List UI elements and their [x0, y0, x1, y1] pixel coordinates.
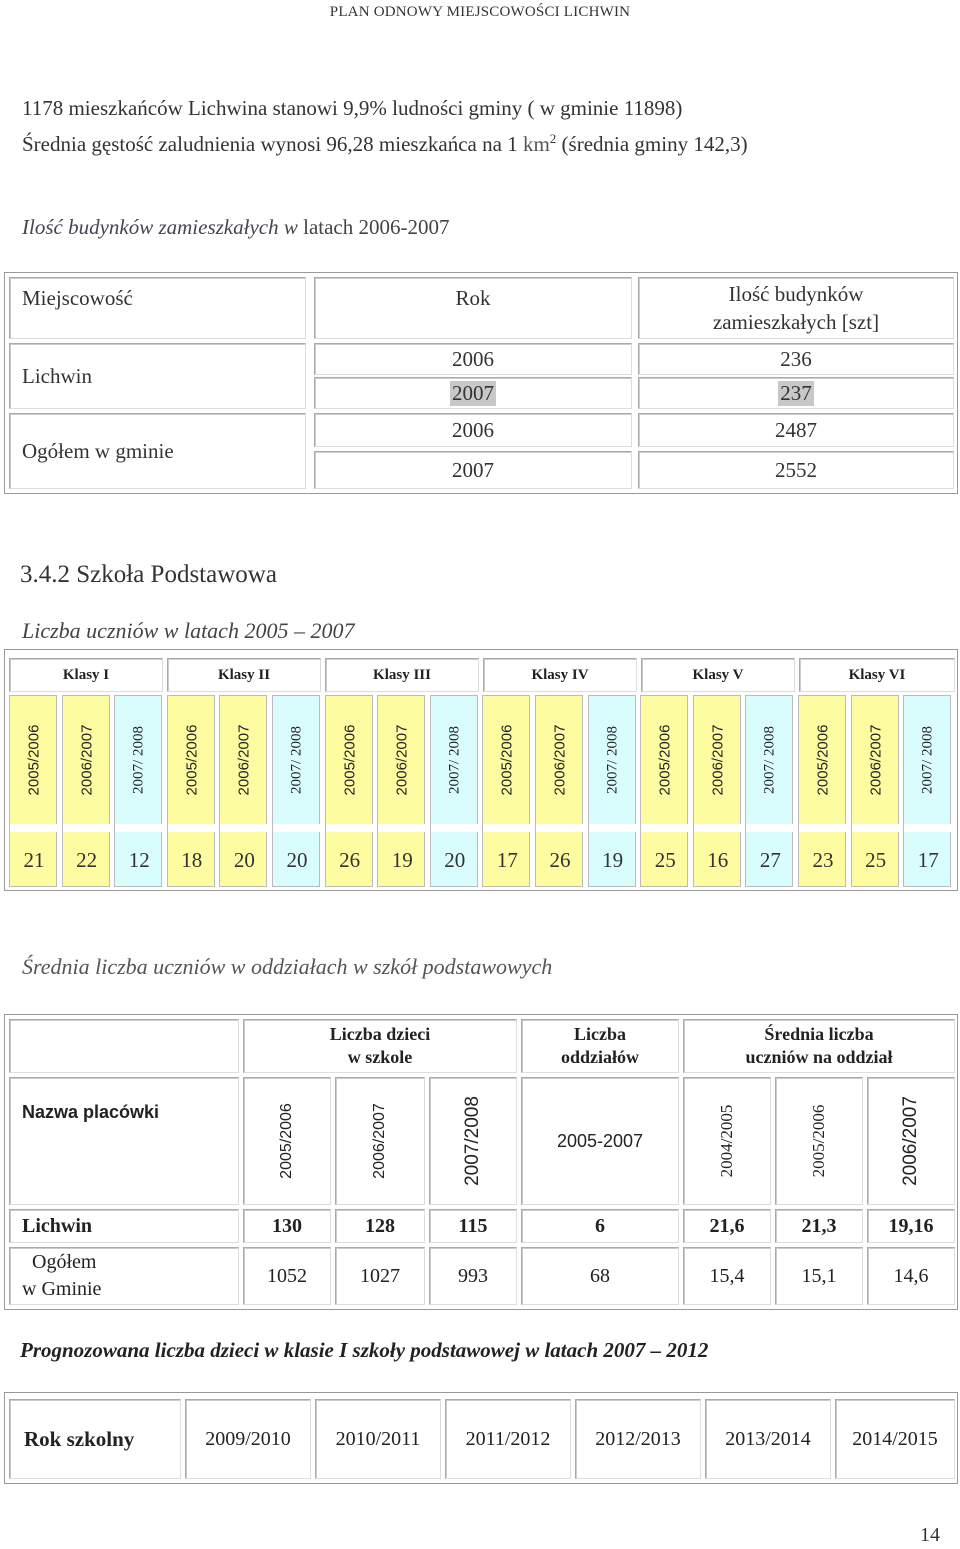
column-divider: [10, 824, 58, 832]
students-year-header: [589, 696, 637, 824]
students-year-label: 2005/2006: [183, 724, 201, 796]
header-oddzialow-2: oddziałów: [560, 1047, 639, 1067]
klasy-header: Klasy II: [167, 658, 321, 692]
students-count: 23: [812, 847, 834, 872]
header-liczba-dzieci-1: Liczba dzieci: [329, 1024, 431, 1044]
column-divider: [115, 824, 163, 832]
students-column: [219, 695, 267, 887]
table-cell: 14,6: [867, 1247, 955, 1305]
column-divider: [326, 824, 374, 832]
students-year-header: [799, 696, 847, 824]
year-header: [429, 1077, 517, 1205]
forecast-year: 2009/2010: [185, 1399, 311, 1479]
students-count: 20: [233, 847, 255, 872]
students-year-label: 2005/2006: [25, 724, 43, 796]
students-count: 22: [76, 847, 98, 872]
year-header: [335, 1077, 425, 1205]
header-rok: Rok: [314, 277, 632, 339]
rok-szkolny-label: Rok szkolny: [9, 1399, 181, 1479]
year-header: [243, 1077, 331, 1205]
column-divider: [168, 824, 216, 832]
header-nazwa-placowki: Nazwa placówki: [9, 1077, 239, 1205]
header-liczba-oddzialow: [521, 1019, 679, 1073]
students-year-label: 2006/2007: [867, 724, 885, 796]
students-count: 27: [759, 847, 781, 872]
place-ogolem: Ogółem w gminie: [9, 413, 306, 489]
students-year-label: 2007/ 2008: [130, 726, 147, 794]
column-divider: [694, 824, 742, 832]
students-count: 26: [549, 847, 571, 872]
students-count: 20: [444, 847, 466, 872]
students-year-header: [220, 696, 268, 824]
students-column: [851, 695, 899, 887]
count-cell: 2552: [638, 451, 954, 489]
header-ilosc-line2: zamieszkałych [szt]: [712, 310, 880, 334]
students-column: [272, 695, 320, 887]
forecast-year: 2010/2011: [315, 1399, 441, 1479]
header-liczba-dzieci: [243, 1019, 517, 1073]
students-year-header: [168, 696, 216, 824]
students-count: 25: [654, 847, 676, 872]
students-count: 26: [339, 847, 361, 872]
students-year-label: 2007/ 2008: [761, 726, 778, 794]
year-cell: 2006: [314, 343, 632, 375]
students-table: [4, 649, 958, 891]
table-cell: 6: [521, 1209, 679, 1243]
column-divider: [536, 824, 584, 832]
students-year-header: [63, 696, 111, 824]
header-ilosc-line1: Ilość budynków: [728, 282, 864, 306]
students-column: [325, 695, 373, 887]
students-count: 18: [181, 847, 203, 872]
forecast-title: Prognozowana liczba dzieci w klasie I szkoły podstawowej w latach 2007 – 2012: [20, 1338, 709, 1362]
students-count: 12: [128, 847, 150, 872]
table-cell: 15,1: [775, 1247, 863, 1305]
table-cell: 115: [429, 1209, 517, 1243]
year-cell: 2007: [314, 451, 632, 489]
page-number: 14: [920, 1524, 940, 1546]
students-year-header: [904, 696, 952, 824]
table-cell: 128: [335, 1209, 425, 1243]
header-ilosc: [638, 277, 954, 339]
students-column: [482, 695, 530, 887]
column-divider: [273, 824, 321, 832]
column-divider: [746, 824, 794, 832]
students-year-label: 2006/2007: [709, 724, 727, 796]
students-year-label: 2006/2007: [78, 724, 96, 796]
klasy-header: Klasy VI: [799, 658, 955, 692]
count-cell: [638, 377, 954, 409]
table-cell: 15,4: [683, 1247, 771, 1305]
empty-header-cell: [9, 1019, 239, 1073]
row-label-line2: w Gminie: [22, 1278, 102, 1300]
unit-km: km: [522, 132, 550, 156]
count-cell: 236: [638, 343, 954, 375]
year-header-oddzialy: 2005-2007: [521, 1077, 679, 1205]
students-year-label: 2007/ 2008: [446, 726, 463, 794]
students-year-label: 2005/2006: [341, 724, 359, 796]
students-year-header: [326, 696, 374, 824]
students-count: 25: [865, 847, 887, 872]
students-year-header: [483, 696, 531, 824]
students-column: [798, 695, 846, 887]
header-liczba-dzieci-2: w szkole: [347, 1047, 413, 1067]
buildings-title-w: w: [278, 215, 304, 239]
column-divider: [378, 824, 426, 832]
students-count: 21: [23, 847, 45, 872]
students-year-header: [641, 696, 689, 824]
table-cell: 1027: [335, 1247, 425, 1305]
students-column: [745, 695, 793, 887]
table-cell: 130: [243, 1209, 331, 1243]
section-title: 3.4.2 Szkoła Podstawowa: [20, 561, 277, 588]
students-title: Liczba uczniów w latach 2005 – 2007: [22, 618, 355, 643]
students-year-label: 2007/ 2008: [919, 726, 936, 794]
year-header: [775, 1077, 863, 1205]
header-miejscowosc: Miejscowość: [9, 277, 306, 339]
students-year-label: 2007/ 2008: [604, 726, 621, 794]
column-divider: [589, 824, 637, 832]
students-column: [167, 695, 215, 887]
row-label: Lichwin: [9, 1209, 239, 1243]
average-table: [4, 1014, 958, 1310]
column-divider: [799, 824, 847, 832]
students-year-label: 2007/ 2008: [288, 726, 305, 794]
unit-superscript: 2: [549, 131, 557, 146]
column-divider: [220, 824, 268, 832]
students-year-header: [10, 696, 58, 824]
buildings-title-rest: latach 2006-2007: [303, 215, 450, 239]
header-srednia-2: uczniów na oddział: [745, 1047, 893, 1067]
average-title: Średnia liczba uczniów w oddziałach w szkół podstawowych: [22, 954, 553, 979]
klasy-header: Klasy V: [641, 658, 795, 692]
students-year-header: [536, 696, 584, 824]
students-year-header: [852, 696, 900, 824]
buildings-table: [4, 272, 958, 494]
table-cell: 1052: [243, 1247, 331, 1305]
place-lichwin: Lichwin: [9, 343, 306, 409]
year-label: 2007/2008: [462, 1096, 483, 1186]
table-cell: 19,16: [867, 1209, 955, 1243]
forecast-year: 2014/2015: [835, 1399, 955, 1479]
students-column: [535, 695, 583, 887]
students-year-header: [115, 696, 163, 824]
column-divider: [483, 824, 531, 832]
students-year-header: [694, 696, 742, 824]
students-year-label: 2006/2007: [235, 724, 253, 796]
students-column: [377, 695, 425, 887]
year-label: 2005/2006: [809, 1104, 828, 1178]
forecast-table: [4, 1392, 958, 1484]
students-year-label: 2005/2006: [814, 724, 832, 796]
forecast-year: 2013/2014: [705, 1399, 831, 1479]
column-divider: [431, 824, 479, 832]
header-srednia: [683, 1019, 955, 1073]
students-column: [114, 695, 162, 887]
table-cell: 21,3: [775, 1209, 863, 1243]
year-label: 2005/2006: [278, 1103, 295, 1179]
row-label-line1: Ogółem: [32, 1251, 97, 1273]
intro-line-2-text: Średnia gęstość zaludnienia wynosi 96,28 mieszkańca na 1: [22, 132, 523, 156]
students-year-label: 2005/2006: [498, 724, 516, 796]
students-year-label: 2005/2006: [656, 724, 674, 796]
year-label: 2006/2007: [900, 1096, 921, 1186]
page-header: PLAN ODNOWY MIEJSCOWOŚCI LICHWIN: [329, 4, 631, 20]
buildings-title: [22, 215, 450, 240]
students-count: 17: [917, 847, 939, 872]
klasy-header: Klasy IV: [483, 658, 637, 692]
forecast-year: 2011/2012: [445, 1399, 571, 1479]
year-cell: [314, 377, 632, 409]
students-count: 19: [602, 847, 624, 872]
students-column: [693, 695, 741, 887]
column-divider: [63, 824, 111, 832]
students-column: [640, 695, 688, 887]
forecast-year: 2012/2013: [575, 1399, 701, 1479]
column-divider: [641, 824, 689, 832]
table-cell: 68: [521, 1247, 679, 1305]
students-year-label: 2006/2007: [393, 724, 411, 796]
intro-line-2: [22, 131, 748, 157]
buildings-title-italic: Ilość budynków zamieszkałych: [22, 215, 279, 239]
column-divider: [904, 824, 952, 832]
students-count: 20: [286, 847, 308, 872]
students-count: 17: [496, 847, 518, 872]
column-divider: [852, 824, 900, 832]
year-label: 2006/2007: [371, 1103, 388, 1179]
students-count: 16: [707, 847, 729, 872]
students-column: [588, 695, 636, 887]
students-count: 19: [391, 847, 413, 872]
year-header: [867, 1077, 955, 1205]
table-cell: 993: [429, 1247, 517, 1305]
intro-line-2-tail: (średnia gminy 142,3): [556, 132, 748, 156]
table-cell: 21,6: [683, 1209, 771, 1243]
year-header: [683, 1077, 771, 1205]
year-label: 2004/2005: [717, 1104, 736, 1178]
students-column: [430, 695, 478, 887]
students-year-header: [431, 696, 479, 824]
count-cell: 2487: [638, 413, 954, 447]
intro-line-1: 1178 mieszkańców Lichwina stanowi 9,9% ludności gminy ( w gminie 11898): [22, 96, 683, 120]
students-year-header: [746, 696, 794, 824]
students-column: [9, 695, 57, 887]
year-highlight: 2007: [452, 380, 494, 405]
students-year-label: 2006/2007: [551, 724, 569, 796]
row-label-ogolem: [9, 1247, 239, 1305]
students-year-header: [273, 696, 321, 824]
students-year-header: [378, 696, 426, 824]
count-highlight: 237: [780, 380, 812, 405]
students-column: [62, 695, 110, 887]
header-oddzialow-1: Liczba: [574, 1024, 626, 1044]
year-cell: 2006: [314, 413, 632, 447]
header-srednia-1: Średnia liczba: [764, 1024, 874, 1044]
students-column: [903, 695, 951, 887]
klasy-header: Klasy I: [9, 658, 163, 692]
klasy-header: Klasy III: [325, 658, 479, 692]
